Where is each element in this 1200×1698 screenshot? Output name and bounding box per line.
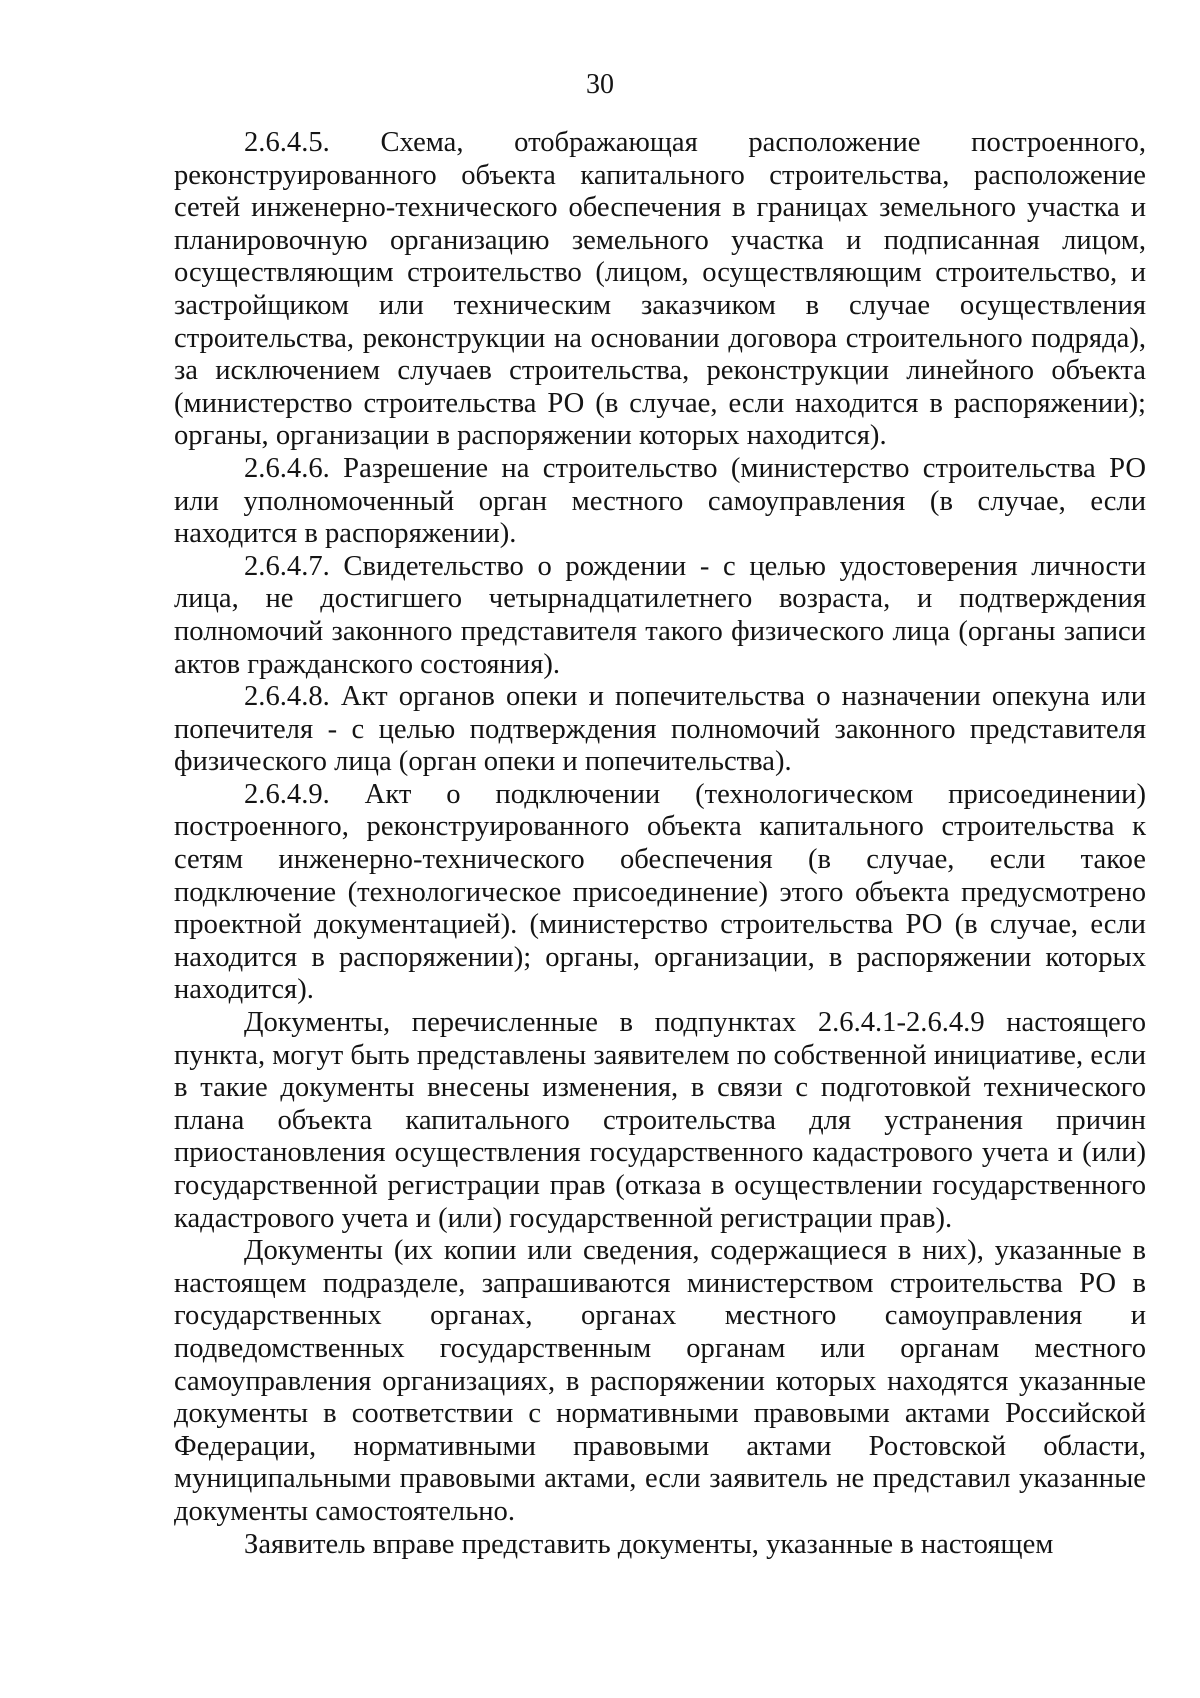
paragraph-applicant-right: Заявитель вправе представить документы, указанные в настоящем (244, 1528, 1054, 1560)
paragraph-documents-requested: Документы (их копии или сведения, содержащиеся в них), указанные в настоящем подразделе, запрашиваются министерством строительства РО в государственных органах, органах местного самоуправления и подведомственных государственным органам или органам местного самоуправления организациях, в распоряжении которых находятся указанные документы в соответствии с нормативными правовыми актами Российской Федерации, нормативными правовыми актами Ростовской области, муниципальными правовыми актами, если заявитель не представил указанные документы самостоятельно. (174, 1235, 1146, 1527)
paragraph-documents-listed: Документы, перечисленные в подпунктах 2.6.4.1-2.6.4.9 настоящего пункта, могут быть представлены заявителем по собственной инициативе, если в такие документы внесены изменения, в связи с подготовкой технического плана объекта капитального строительства для устранения причин приостановления осуществления государственного кадастрового учета и (или) государственной регистрации прав (отказа в осуществлении государственного кадастрового учета и (или) государственной регистрации прав). (174, 1007, 1146, 1234)
paragraph-2-6-4-6: 2.6.4.6. Разрешение на строительство (министерство строительства РО или уполномоченный орган местного самоуправления (в случае, если находится в распоряжении). (174, 452, 1146, 550)
document-body (174, 127, 1146, 1561)
paragraph-2-6-4-7: 2.6.4.7. Свидетельство о рождении - с целью удостоверения личности лица, не достигшего четырнадцатилетнего возраста, и подтверждения полномочий законного представителя такого физического лица (органы записи актов гражданского состояния). (174, 550, 1146, 680)
paragraph-2-6-4-8: 2.6.4.8. Акт органов опеки и попечительства о назначении опекуна или попечителя - с целью подтверждения полномочий законного представителя физического лица (орган опеки и попечительства). (174, 681, 1146, 778)
paragraph-2-6-4-5: 2.6.4.5. Схема, отображающая расположение построенного, реконструированного объекта капитального строительства, расположение сетей инженерно-технического обеспечения в границах земельного участка и планировочную организацию земельного участка и подписанная лицом, осуществляющим строительство (лицом, осуществляющим строительство, и застройщиком или техническим заказчиком в случае осуществления строительства, реконструкции на основании договора строительного подряда), за исключением случаев строительства, реконструкции линейного объекта (министерство строительства РО (в случае, если находится в распоряжении); органы, организации в распоряжении которых находится). (174, 127, 1146, 452)
page-number: 30 (586, 69, 614, 100)
paragraph-2-6-4-9: 2.6.4.9. Акт о подключении (технологическом присоединении) построенного, реконструированного объекта капитального строительства к сетям инженерно-технического обеспечения (в случае, если такое подключение (технологическое присоединение) этого объекта предусмотрено проектной документацией). (министерство строительства РО (в случае, если находится в распоряжении); органы, организации, в распоряжении которых находится). (174, 778, 1146, 1006)
